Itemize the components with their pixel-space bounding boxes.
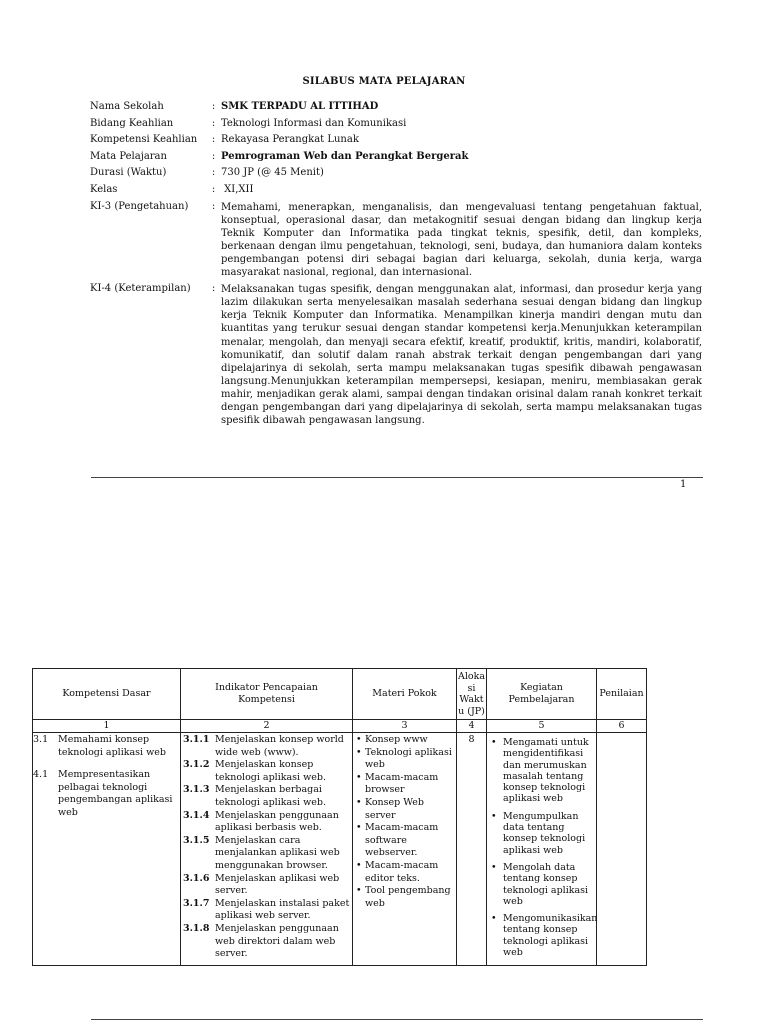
column-number: 4	[457, 720, 487, 733]
indikator-text: Menjelaskan konsep world wide web (www).	[215, 734, 344, 758]
kegiatan-list	[489, 737, 598, 959]
meta-label: KI-3 (Pengetahuan)	[90, 200, 189, 212]
page-number: 1	[680, 479, 687, 490]
materi-list	[355, 734, 454, 910]
indikator-number: 3.1.7	[183, 897, 210, 909]
meta-label: Bidang Keahlian	[90, 117, 174, 129]
header-line: u (JP)	[458, 705, 485, 717]
list-item	[183, 898, 350, 923]
indikator-text: Menjelaskan penggunaan web direktori dalam web server.	[215, 922, 339, 960]
column-number: 5	[487, 720, 597, 733]
kegiatan-cell	[487, 733, 597, 966]
meta-label: Kompetensi Keahlian	[90, 134, 198, 146]
list-item	[183, 923, 350, 961]
list-item	[33, 769, 178, 819]
list-item: • Macam-macam browser	[365, 772, 454, 797]
list-item	[183, 835, 350, 873]
header-penilaian: Penilaian	[597, 669, 647, 720]
header-kegiatan	[487, 669, 597, 720]
meta-row-kelas	[90, 182, 702, 199]
kd-number: 4.1	[33, 769, 49, 780]
meta-row-kompetensi-keahlian	[90, 132, 702, 149]
list-item: • Konsep www	[365, 734, 454, 747]
meta-colon: :	[211, 167, 216, 179]
list-item: • Mengomunikasikan tentang konsep teknologi aplikasi web	[503, 913, 594, 958]
meta-label: Kelas	[90, 183, 118, 195]
meta-colon: :	[211, 101, 216, 112]
list-item	[183, 810, 350, 835]
indikator-text: Menjelaskan instalasi paket aplikasi web server.	[215, 897, 350, 922]
list-item: • Mengumpulkan data tentang konsep teknologi aplikasi web	[503, 811, 594, 856]
meta-value: Memahami, menerapkan, menganalisis, dan mengevaluasi tentang pengetahuan faktual, konseptual, operasional dasar, dan metakognitif sesuai dengan bidang dan lingkup kerja Teknik Komputer dan Informatika pada tingkat teknis, spesifik, detil, dan kompleks, berkenaan dengan ilmu pengetahuan, teknologi, seni, budaya, dan humaniora dalam konteks pengembangan potensi diri sebagai bagian dari keluarga, sekolah, dunia kerja, warga masyarakat nasional, regional, dan internasional.	[221, 201, 702, 279]
meta-row-durasi	[90, 165, 702, 182]
meta-colon: :	[211, 134, 216, 146]
list-item: • Macam-macam editor teks.	[365, 860, 454, 885]
meta-value: 730 JP (@ 45 Menit)	[221, 167, 324, 179]
meta-label: Durasi (Waktu)	[90, 167, 167, 179]
meta-label: KI-4 (Keterampilan)	[90, 283, 191, 295]
page-divider	[91, 477, 703, 478]
meta-colon: :	[211, 200, 216, 212]
header-line: Kompetensi	[238, 694, 295, 705]
page-divider	[91, 1019, 703, 1020]
meta-colon: :	[211, 183, 216, 195]
penilaian-cell	[597, 733, 647, 966]
kompetensi-dasar-cell	[33, 733, 181, 966]
header-line: Kegiatan	[520, 682, 563, 693]
meta-value: SMK TERPADU AL ITTIHAD	[221, 101, 379, 112]
indikator-text: Menjelaskan cara menjalankan aplikasi web menggunakan browser.	[215, 834, 340, 871]
header-line: si	[467, 682, 476, 694]
list-item	[183, 873, 350, 898]
meta-label: Mata Pelajaran	[90, 150, 167, 162]
header-line: Pembelajaran	[508, 694, 575, 705]
indikator-number: 3.1.8	[183, 922, 210, 934]
list-item: • Teknologi aplikasi web	[365, 747, 454, 772]
list-item	[183, 734, 350, 759]
meta-value: Rekayasa Perangkat Lunak	[221, 134, 359, 146]
column-number: 3	[353, 720, 457, 733]
indikator-number: 3.1.2	[183, 759, 210, 771]
table-row	[33, 733, 647, 966]
table-header-row	[33, 669, 647, 720]
meta-row-ki3	[90, 199, 702, 282]
list-item: • Mengamati untuk mengidentifikasi dan merumuskan masalah tentang konsep teknologi aplikasi web	[503, 737, 594, 805]
indikator-cell	[181, 733, 353, 966]
header-alokasi-waktu	[457, 669, 487, 720]
meta-colon: :	[211, 150, 216, 162]
syllabus-meta	[90, 99, 702, 429]
list-item: • Tool pengembang web	[365, 885, 454, 910]
header-indikator	[181, 669, 353, 720]
header-kompetensi-dasar: Kompetensi Dasar	[33, 669, 181, 720]
column-number: 6	[597, 720, 647, 733]
meta-row-ki4	[90, 281, 702, 429]
meta-row-bidang-keahlian	[90, 116, 702, 133]
column-number: 1	[33, 720, 181, 733]
materi-pokok-cell	[353, 733, 457, 966]
meta-value: Teknologi Informasi dan Komunikasi	[221, 117, 407, 129]
kd-text: Memahami konsep teknologi aplikasi web	[58, 734, 166, 758]
indikator-text: Menjelaskan penggunaan aplikasi berbasis web.	[215, 809, 339, 834]
meta-colon: :	[211, 283, 216, 295]
indikator-number: 3.1.6	[183, 872, 210, 884]
alokasi-waktu-cell: 8	[457, 733, 487, 966]
list-item	[33, 734, 178, 759]
indikator-number: 3.1.5	[183, 834, 210, 846]
indikator-text: Menjelaskan aplikasi web server.	[215, 872, 340, 897]
header-materi-pokok: Materi Pokok	[353, 669, 457, 720]
meta-colon: :	[211, 117, 216, 129]
meta-label: Nama Sekolah	[90, 101, 164, 112]
list-item: • Konsep Web server	[365, 797, 454, 822]
list-item: • Macam-macam software webserver.	[365, 822, 454, 860]
syllabus-table	[32, 668, 647, 966]
header-line: Indikator Pencapaian	[215, 682, 318, 693]
column-number: 2	[181, 720, 353, 733]
meta-value: Pemrograman Web dan Perangkat Bergerak	[221, 150, 469, 162]
meta-row-nama-sekolah	[90, 99, 702, 116]
indikator-text: Menjelaskan berbagai teknologi aplikasi web.	[215, 784, 326, 808]
document-title: SILABUS MATA PELAJARAN	[302, 76, 466, 87]
meta-value: Melaksanakan tugas spesifik, dengan menggunakan alat, informasi, dan prosedur kerja yang lazim dilakukan serta menyelesaikan masalah sederhana sesuai dengan bidang dan lingkup kerja Teknik Komputer dan Informatika. Menampilkan kinerja mandiri dengan mutu dan kuantitas yang terukur sesuai dengan standar kompetensi kerja.Menunjukkan keterampilan menalar, mengolah, dan menyaji secara efektif, kreatif, produktif, kritis, mandiri, kolaboratif, komunikatif, dan solutif dalam ranah abstrak terkait dengan pengembangan dari yang dipelajarinya di sekolah, serta mampu melaksanakan tugas spesifik dibawah pengawasan langsung.Menunjukkan keterampilan mempersepsi, kesiapan, meniru, membiasakan gerak mahir, menjadikan gerak alami, sampai dengan tindakan orisinal dalam ranah konkret terkait dengan pengembangan dari yang dipelajarinya di sekolah, serta mampu melaksanakan tugas spesifik dibawah pengawasan langsung.	[221, 284, 702, 427]
header-line: Wakt	[459, 694, 484, 705]
table-number-row	[33, 720, 647, 733]
indikator-text: Menjelaskan konsep teknologi aplikasi web.	[215, 759, 326, 783]
kd-number: 3.1	[33, 734, 49, 745]
indikator-number: 3.1.4	[183, 809, 210, 821]
list-item: • Mengolah data tentang konsep teknologi aplikasi web	[503, 862, 594, 907]
indikator-number: 3.1.1	[183, 734, 210, 745]
list-item	[183, 784, 350, 809]
header-line: Aloka	[457, 671, 486, 682]
meta-value: XI,XII	[221, 183, 254, 195]
indikator-number: 3.1.3	[183, 784, 210, 796]
kd-text: Mempresentasikan pelbagai teknologi pengembangan aplikasi web	[58, 769, 173, 818]
meta-row-mata-pelajaran	[90, 149, 702, 166]
list-item	[183, 759, 350, 784]
